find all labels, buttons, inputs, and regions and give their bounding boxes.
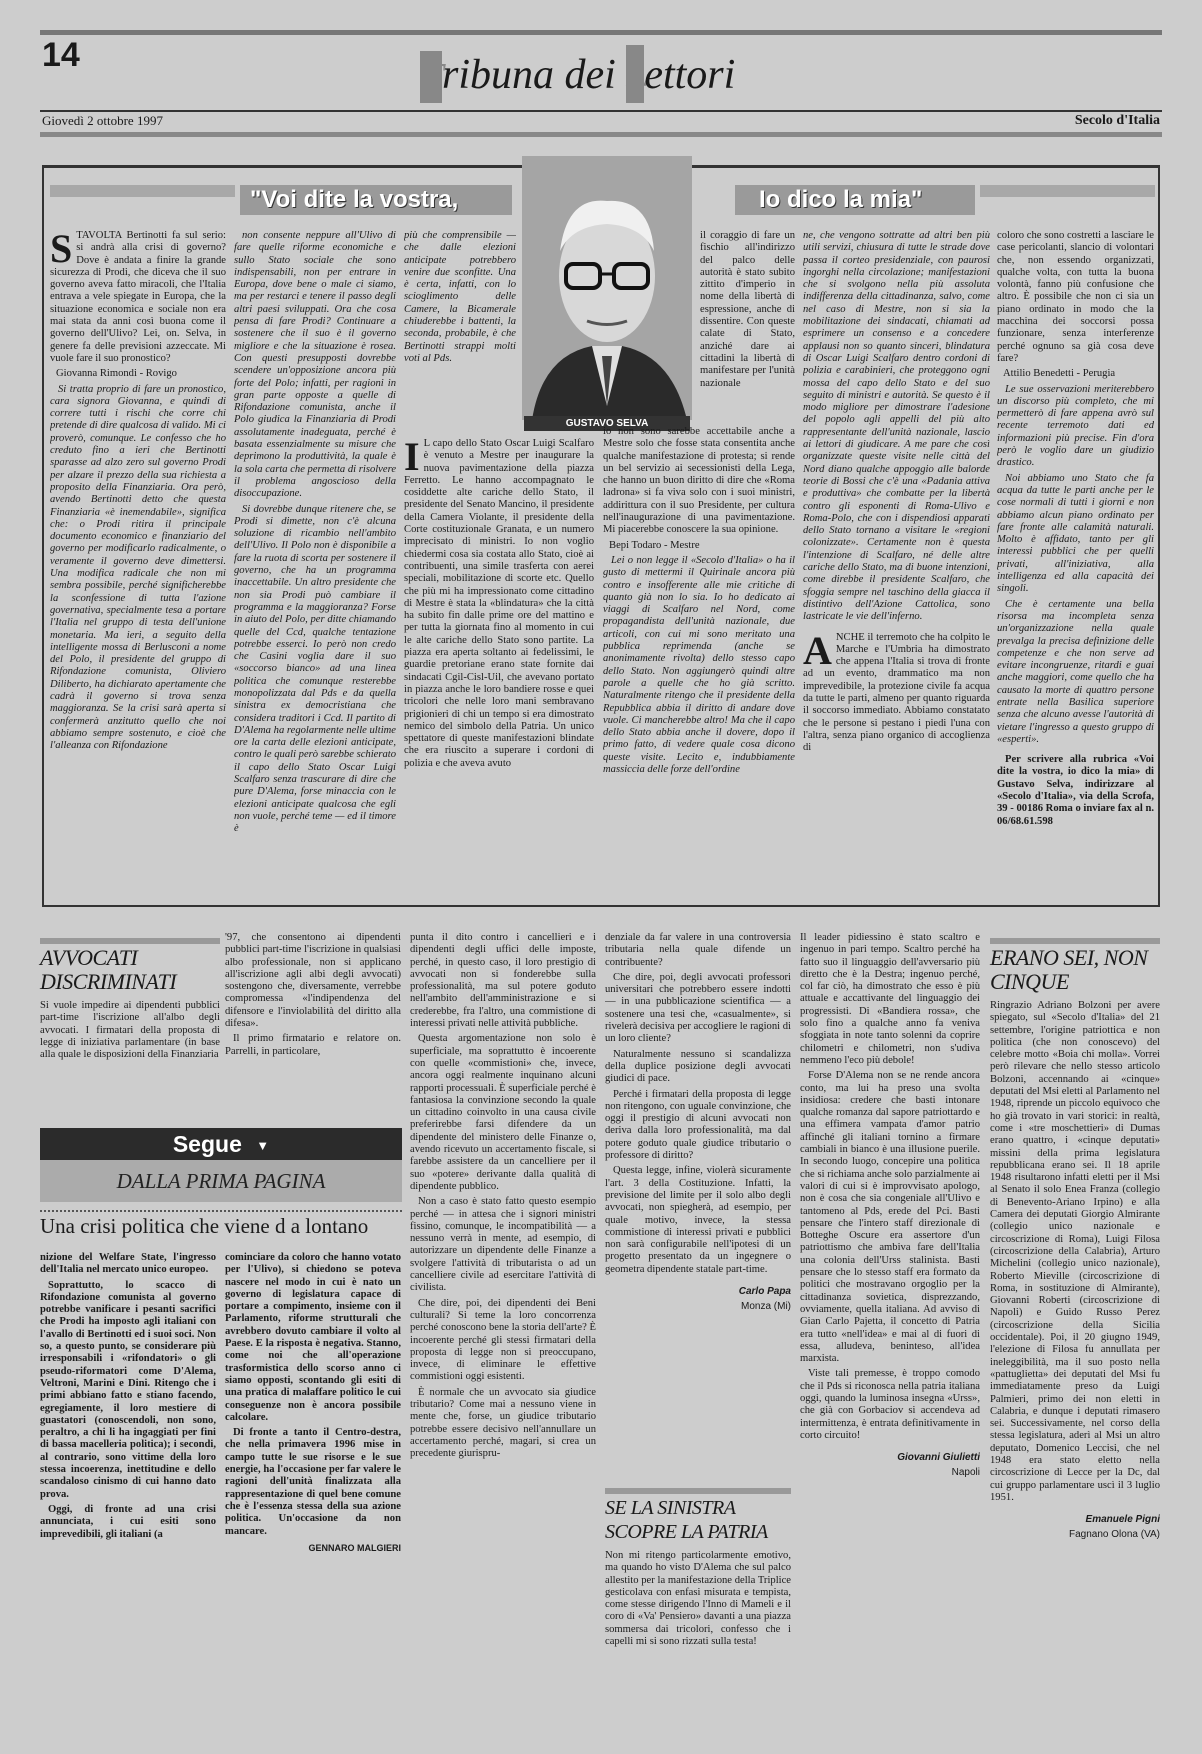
text-column <box>997 230 1154 898</box>
text-column <box>404 438 594 898</box>
text-column <box>605 932 791 1480</box>
article-text: punta il dito contro i cancellieri e i dipendenti degli uffici delle imposte, perché, in questo caso, il loro prestigio di avvocati non si fonderebbe sulla professionalità, ma sul potere goduto nell'ambito dell'amministrazione e si crederebbe, fra l'altro, una commistione di interessi privati nelle attività pubbliche. <box>410 932 596 1030</box>
letter-place: Napoli <box>951 1467 980 1479</box>
reply-text: ne, che vengono sottratte ad altri ben più utili servizi, chiusura di tutte le strade dove passa il corteo presidenziale, con paurosi ingorghi nella circolazione; manifestazioni che si svolgono nella più assoluta indifferenza della cittadinanza, salvo, come nel caso di Mestre, non si sia la mobilitazione dei sindacati, chiamati ad esprimere un consenso e a concedere applausi non so quanto sinceri, blindatura di Oscar Luigi Scalfaro dentro cordoni di polizia e carabinieri, che proteggono ogni mossa del capo dello Stato e del suo seguito di ministri e autorità. Se questo è il modo migliore per dimostrare l'adesione del popolo agli appelli del più alto rappresentante dell'unità nazionale, lascio ai lettori di giudicare. A me pare che così organizzate queste visite nelle città del Nord diano qualche appoggio alle balorde teorie di Bossi che c'è una «Padania attiva e produttiva» che combatte per la libertà contro gli esponenti di Roma-Ulivo e Roma-Polo, che con i dispendiosi apparati dello Stato tornano a visitare le «regioni colonizzate». Certamente non è questa l'intenzione di Scalfaro, né delle altre cariche dello Stato, ma di buone intenzioni, come direbbe il presidente Scalfaro, che sfoggia sempre nel taschino della giacca il distintivo dell'Azione Cattolica, sono lastricate le vie dell'inferno. <box>803 230 990 623</box>
text-column <box>50 230 226 898</box>
reply-text: Le sue osservazioni meriterebbero un discorso più completo, che mi permetterò di fare appena avrò sul recente terremoto dati ed informazioni più precise. Fin d'ora però le voglio dare un giudizio drastico. <box>997 383 1154 469</box>
title-part: ettori <box>644 52 736 98</box>
article-text: Il primo firmatario e relatore on. Parrelli, in particolare, <box>225 1033 401 1057</box>
segue-banner <box>40 1128 402 1160</box>
reply-text: Si dovrebbe dunque ritenere che, se Prodi si dimette, non c'è alcuna soluzione di ricambio nell'ambito dell'Ulivo. Il Polo non è disponibile a fare la ruota di scorta per sostenere il governo, che ha un programma inaccettabile. Un altro presidente che non sia Prodi può cambiare il programma e la maggioranza? Forse in aiuto del Polo, per ditte chiamando quelle del Ccd, qualche tentazione potrebbe esserci. Io però non credo che Casini voglia dare il suo «soccorso bianco» ad una linea politica che comunque resterebbe monopolizzata dal Pds e da quella sinistra ex democristiana che considera traditori i Ccd. Il partito di D'Alema ha regolarmente nelle ultime ore la carta delle elezioni anticipate, contro le quali però sarebbe schierato il capo dello Stato Oscar Luigi Scalfaro senza trascurare di dire che pure D'Alema, forse minaccia con le elezioni anticipate qualcosa che egli non vuole, perché teme — ed il timore è <box>234 503 396 835</box>
page-number: 14 <box>42 36 80 74</box>
letter-signature: Attilio Benedetti - Perugia <box>1003 368 1116 380</box>
letter-author: Emanuele Pigni <box>1085 1514 1160 1526</box>
article-text: cominciare da coloro che hanno votato per l'Ulivo), si chiedono se poteva nascere nel modo in cui è nato un governo di legislatura capace di portare a compimento, insieme con il Parlamento, riforme strutturali che avrebbero dovuto cambiare il volto al Paese. E la risposta è negativa. Stanno, come noi che all'operazione trasformistica dello scorso anno ci siamo opposti, scontando gli esiti di una pratica di malaffare politico le cui conseguenze non è ancora possibile calcolare. <box>225 1252 401 1423</box>
letter-text: coloro che sono costretti a lasciare le case pericolanti, slancio di volontari che, non essendo organizzati, qualche volta, con tutta la buona volontà, fanno più confusione che altro. È possibile che non ci sia un piano ordinato in modo che la macchina dei soccorsi possa funzionare, senza interferenze perché ognuno sa già cosa deve fare? <box>997 230 1154 364</box>
article-text: Questa legge, infine, violerà sicuramente l'art. 3 della Costituzione. Infatti, la previsione del limite per il solo albo degli avvocati, non spiegherà, ad esempio, per quale motivo, invece, la stessa commistione di interessi privati e pubblici non sarà configurabile nell'ipotesi di un progetto presentato da un ingegnere o geometra dipendente statale part-time. <box>605 1165 791 1275</box>
article-text: Che dire, poi, dei dipendenti dei Beni culturali? Si teme la loro concorrenza perché conoscono bene la storia dell'arte? È incoerente perché gli stessi firmatari della proposta di legge non si preoccupano, invece, di eliminare le effettive commistioni oggi esistenti. <box>410 1297 596 1383</box>
article-text: denziale da far valere in una controversia tributaria nella quale difende un contribuente? <box>605 932 791 968</box>
article-text: Forse D'Alema non se ne rende ancora conto, ma lui ha preso una svolta insidiosa: credere che basti intonare qualche romanza dal sapore patriottardo e una effimera vampata d'amor patrio affinché gli italiani tornino a firmare cambiali in bianco è una illusione puerile. In secondo luogo, concepire una politica che si richiama anche solo parzialmente ai valori di cui si è improvvisato apologo, non è cosa che sia congeniale all'Ulivo e tantomeno al Pds, erede del Pci. Basti pensare che l'intero staff direzionale di Botteghe Oscure era assertore d'un patriottismo che ambiva fare dell'Italia una colonia dell'Urss stalinista. Basti pensare che lo stesso staff era formato da politici che mostravano orgoglio per la cittadinanza sovietica, disprezzando, ovviamente, quella italiana. Ad avviso di Gian Carlo Pajetta, il concetto di Patria era tutto «nell'idea» e mai al di fuori di essa, alludeva, beninteso, all'idea marxista. <box>800 1070 980 1365</box>
text-column <box>700 230 795 410</box>
text-column <box>40 1252 216 1737</box>
text-column <box>990 1000 1160 1740</box>
author-photo <box>522 156 692 420</box>
letter-author: Carlo Papa <box>738 1286 791 1298</box>
letter-text: TAVOLTA Bertinotti fa sul serio: si andrà alla crisi di governo? Dove è andata a finire la grande sicurezza di Prodi, che diceva che il suo governo aveva fatto miracoli, che l'Italia entrava a vele spiegate in Europa, che la situazione economica e sociale non era mai stata da anni così buona come il governo dell'Ulivo? Lei, on. Selva, in genere fa delle previsioni azzeccate. Mi vuole fare il suo pronostico? <box>50 230 226 364</box>
letter-text: L capo dello Stato Oscar Luigi Scalfaro è venuto a Mestre per inaugurare la nuova pavimentazione della piazza Ferretto. Le hanno accompagnato le cosiddette alte cariche dello Stato, il presidente del Senato Mancino, il presidente della Camera Violante, il presidente della Corte costituzionale Granata, e un numero imprecisato di ministri. Io non voglio chiedermi cosa sia costata allo Stato, cioè ai contribuenti, una simile trasferta con aerei speciali, mobilitazione di scorte etc. Quello che più mi ha impressionato come cittadino di Mestre è stata la «blindatura» che la città ha subito fin dalle prime ore del mattino e per tutta la giornata fino al momento in cui le alte cariche dello Stato sono partite. La piazza era aperta soltanto ai fedelissimi, le guardie pretoriane erano state fornite dai sindacati Cgil-Cisl-Uil, che avevano portato in piazza anche le loro bandiere rosse e quei tricolori che nelle loro mani sembravano prigionieri di chi un tempo si era dimostrato nemico del simbolo della Patria. Un unico spettatore di queste manifestazioni blindate che era riuscito a superare i cordoni di polizia e che aveva avuto <box>404 438 594 769</box>
contact-info: Per scrivere alla rubrica «Voi dite la vostra, io dico la mia» di Gustavo Selva, indirizzare al «Secolo d'Italia», via della Scrofa, 39 - 00186 Roma o inviare fax al n. 06/68.61.598 <box>997 754 1154 827</box>
article-text: Soprattutto, lo scacco di Rifondazione comunista al governo potrebbe vanificare i pesanti sacrifici che Prodi ha imposto agli italiani con l'avallo di Bertinotti ed i suoi soci. Non so, a questo punto, se considerare più irresponsabili i «rifondatori» o gli pseudo-riformatori come D'Alema, Veltroni, Marini e Dini. Ritengo che i primi abbiano fatto e stiano facendo, egregiamente, il loro mestiere di guastatori (conoscendoli, non sono, peraltro, a chi li ha ingaggiati per fini di bassa macelleria politica); i secondi, al contrario, sono vittime della loro stessa incoerenza, inettitudine e dello scandaloso cinismo di cui hanno dato prova. <box>40 1279 216 1500</box>
letter-text: il coraggio di fare un fischio all'indirizzo del palco delle autorità è stato subito zittito d'imperio in nome della libertà di espressione, anche di dissentire. Con queste calate di Stato, anziché dare ai cittadini la libertà di manifestare per l'unità nazionale <box>700 230 795 389</box>
top-rule <box>40 30 1162 35</box>
article-text: Che dire, poi, degli avvocati professori universitari che potrebbero essere indotti — in una pubblicazione scientifica — a sostenere una tesi che, «casualmente», si rivelerà decisiva per accogliere le ragioni di un loro cliente? <box>605 971 791 1045</box>
section-title <box>420 45 735 103</box>
title-initial-t: T <box>420 51 442 103</box>
issue-date: Giovedì 2 ottobre 1997 <box>42 113 163 128</box>
reply-text: Lei o non legge il «Secolo d'Italia» o ha il gusto di mettermi il Quirinale ancora più contro e insofferente alle mie critiche di quanto già non lo sia. Io ho dedicato ai viaggi di Scalfaro nel Nord, come propagandista dell'unità nazionale, due articoli, con cui mi sono meritato una pubblica reprimenda (anche se anonimamente rivolta) dello stesso capo dello Stato. Non aggiungerò quindi altre parole a quelle che ho già scritto. Naturalmente ritengo che il presidente della Repubblica abbia il diritto di andare dove vuole. Ci mancherebbe altro! Ma che il capo dello Stato abbia anche il dovere, dopo il primo fatto, di vedere quale cosa dicono queste visite. Lecito e, indubbiamente massiccia delle forze dell'ordine <box>603 554 795 776</box>
article-title: ERANO SEI, NON CINQUE <box>990 938 1160 994</box>
reply-text: Si tratta proprio di fare un pronostico, cara signora Giovanna, e quindi di correre tutti i rischi che corre chi pretende di dire qualcosa di valido. Mi ci proverò, comunque. Le confesso che ho creduto fino a ieri che Bertinotti sparasse ad alzo zero sul governo Prodi per alzare il prezzo della sua richiesta a proposito della Finanziaria. Ora però, avendo Bertinotti detto che questa Finanziaria «è inemendabile», significa che: o Prodi ritira il principale documento economico e finanziario del governo per modificarlo radicalmente, o veramente il governo deve dimettersi. Una modifica radicale che non mi sembra possibile, perché significherebbe la sconfessione di tutta l'azione governativa, specialmente tesa a portare l'Italia nel gruppo di testa dell'unione monetaria. Ma ieri, a seguito della intelligente mossa di Berlusconi a nome del Polo, il presidente del gruppo di Rifondazione comunista, Oliviero Diliberto, ha dichiarato apertamente che cadrà il governo si trova senza maggioranza. Se la crisi sarà aperta si confermerà anzitutto quello che noi abbiamo sempre sostenuto, e cioè che l'alleanza con Rifondazione <box>50 383 226 752</box>
drop-cap: S <box>50 230 73 271</box>
text-column <box>605 1550 791 1740</box>
headline-right: Io dico la mia" <box>735 185 975 215</box>
text-column <box>225 1252 401 1737</box>
text-column <box>225 932 401 1070</box>
rule <box>40 132 1162 137</box>
segue-subtitle: DALLA PRIMA PAGINA <box>40 1160 402 1202</box>
headline-bar <box>980 185 1155 197</box>
article-text: Si vuole impedire ai dipendenti pubblici part-time l'iscrizione all'albo degli avvocati. I firmatari della proposta di legge di iniziativa parlamentare (in base alla quale le disposizioni della Finanziaria <box>40 1000 220 1061</box>
article-author: GENNARO MALGIERI <box>308 1542 401 1553</box>
text-column <box>803 230 990 898</box>
headline-left: "Voi dite la vostra, <box>240 185 512 215</box>
text-column <box>234 230 396 898</box>
title-initial-l: L <box>626 45 644 103</box>
article-text: Non mi ritengo particolarmente emotivo, ma quando ho visto D'Alema che sul palco allestito per la manifestazione della Triplice gesticolava con enfasi misurata e tempista, come stesse dirigendo l'Inno di Mameli e il coro di «Va' Pensiero» davanti a una piazza sommersa dai tricolori, confesso che i capelli mi si sono rizzati sulla testa! <box>605 1550 791 1648</box>
reply-text: più che comprensibile — che dalle elezioni anticipate potrebbero venire due sconfitte. Una è certa, infatti, con lo scioglimento delle Camere, la Bicamerale chiuderebbe i battenti, la seconda, probabile, è che Bertinotti strappi molti voti al Pds. <box>404 230 516 364</box>
article-text: '97, che consentono ai dipendenti pubblici part-time l'iscrizione in qualsiasi albo professionale, non si applicano all'iscrizione agli albi degli avvocati) sostengono che, diversamente, verrebbe compromessa «l'indipendenza del difensore e l'inviolabilità del diritto alla difesa». <box>225 932 401 1030</box>
title-part: ribuna dei <box>442 52 627 98</box>
text-column <box>40 1000 220 1070</box>
text-column <box>800 932 980 1740</box>
rule <box>40 110 1162 112</box>
article-text: Questa argomentazione non solo è superficiale, ma soprattutto è incoerente con quelle «commistioni» che, invece, ancora oggi realmente inquinano alcuni rapporti processuali. È superficiale perché è fantasiosa la convinzione secondo la quale un cittadino coinvolto in una causa civile preferirebbe farsi difendere da un dipendente del ministero delle Finanze o, avendo ricevuto un accertamento fiscale, si farebbe assistere da un cancelliere per il suo «potere» derivante dalla qualità di dipendente pubblico. <box>410 1033 596 1192</box>
letter-place: Monza (Mi) <box>740 1301 791 1313</box>
arrow-down-icon: ▼ <box>256 1137 270 1153</box>
article-text: Ringrazio Adriano Bolzoni per avere spiegato, sul «Secolo d'Italia» del 21 settembre, l'origine patriottica e non politica (che non conoscevo) del celebre motto «Boia chi molla». Vorrei però rilevare che nello stesso articolo Bolzoni, accennando ai «cinque» deputati del Msi eletti al Parlamento nel 1948, riprende un piccolo equivoco che ho già trovato in vari storici: in realtà, come i «tre moschettieri» di Dumas erano quattro, i «cinque deputati» missini della prima legislatura repubblicana erano sei. Il 18 aprile 1948 risultarono infatti eletti per il Msi al Senato il solo Enea Franza (collegio di Benevento-Ariano Irpino) e alla Camera dei deputati Giorgio Almirante (collegio unico nazionale e circoscrizione di Roma), Luigi Filosa (circoscrizione della Calabria), Arturo Michelini (collegio unico nazionale), Roberto Mieville (circoscrizione di Roma, in sostituzione di Almirante), Giovanni Roberti (circoscrizione di Napoli) e Guido Russo Perez (circoscrizione della Sicilia occidentale). Poi, il 20 giugno 1949, l'elezione di Filosa fu annullata per ineleggibilità, ma il suo posto nella «pattuglietta» dei deputati del Msi fu immediatamente preso da Luigi Palmieri, primo dei non eletti in Calabria, e dunque i deputati rimasero sei. Successivamente, nel corso della stessa legislatura, aderì al Msi un altro deputato, Domenico Leccisi, che nel 1948 era stato eletto nella circoscrizione di Lecce per la Dc, dal cui gruppo parlamentare uscì il 3 luglio 1951. <box>990 1000 1160 1503</box>
article-title: AVVOCATI DISCRIMINATI <box>40 938 220 994</box>
rule <box>40 1210 402 1212</box>
drop-cap: A <box>803 627 832 673</box>
text-column <box>410 932 596 1740</box>
letter-signature: Bepi Todaro - Mestre <box>609 539 700 551</box>
article-text: Oggi, di fronte ad una crisi annunciata, i cui esiti sono imprevedibili, gli italiani (a <box>40 1503 216 1540</box>
segue-label: Segue <box>172 1131 242 1157</box>
letter-place: Fagnano Olona (VA) <box>1069 1529 1160 1541</box>
masthead: Secolo d'Italia <box>1074 113 1160 128</box>
segue-headline: Una crisi politica che viene d a lontano <box>40 1214 369 1238</box>
letter-signature: Giovanna Rimondi - Rovigo <box>56 368 177 380</box>
article-text: Il leader pidiessino è stato scaltro e ingenuo in pari tempo. Scaltro perché ha fatto suo il linguaggio dell'avversario più diretto che è la Destra; ingenuo perché, col far ciò, ha dimostrato che esso è più attuale e accattivante del linguaggio dei progressisti. Di «Bandiera rossa», che solo fino a qualche anno fa veniva sfoggiata in note tanto solenni da coprire chilometri e chilometri, non s'udiva nemmeno l'eco più debole! <box>800 932 980 1066</box>
text-column <box>404 230 516 410</box>
article-text: Perché i firmatari della proposta di legge non ritengono, con uguale convinzione, che oggi il prestigio di alcuni avvocati non deriva dalla loro professionalità, ma dal potere goduto quale giudice tributario o professore di diritto? <box>605 1088 791 1162</box>
reply-text: non consente neppure all'Ulivo di fare quelle riforme economiche e sullo Stato sociale che sono indispensabili, non per entrare in Europa, dove bene o male ci siamo, ma per restarci e tenere il passo degli altri paesi sviluppati. Ora che cosa pensa di fare Prodi? Continuare a sostenere che il suo è il governo migliore e che la situazione è rosea. Con questi presupposti dovrebbe scendere un'opposizione ancora più forte del Polo; infatti, per ragioni in gran parte opposte a quelle di Rifondazione comunista, anche il Polo giudica la Finanziaria di Prodi assolutamente inadeguata, perché è basata essenzialmente su misure che deprimono la produttività, la quale è la sola carta che permetta di risolvere il problema angoscioso della disoccupazione. <box>234 230 396 500</box>
article-text: È normale che un avvocato sia giudice tributario? Come mai a nessuno viene in mente che, forse, un giudice tributario potrebbe essere decisivo nell'annullare un accertamento perché, magari, si crea un precedente giurispru- <box>410 1386 596 1460</box>
article-text: Naturalmente nessuno si scandalizza della duplice posizione degli avvocati giudici di pace. <box>605 1048 791 1085</box>
text-column <box>603 426 795 898</box>
article-text: nizione del Welfare State, l'ingresso dell'Italia nel mercato unico europeo. <box>40 1252 216 1276</box>
article-title: SE LA SINISTRA SCOPRE LA PATRIA <box>605 1488 791 1544</box>
reply-text: Noi abbiamo uno Stato che fa acqua da tutte le parti anche per le cose normali di tutti i giorni e non abbiamo alcun piano ordinato per fare fronte alle calamità naturali. Molto è affidato, tanto per gli interessi pubblici che per quelli privati, all'iniziativa, alla intelligenza ed alla capacità dei singoli. <box>997 472 1154 595</box>
article-text: Non a caso è stato fatto questo esempio perché — in attesa che i signori ministri fissino, comunque, le incompatibilità — a nessuno verrà in mente, ad esempio, di autorizzare un dipendente delle Finanze a svolgere l'attività di tributarista o ad un cancelliere civile ad esercitare l'attività di civilista. <box>410 1196 596 1294</box>
headline-bar <box>50 185 235 197</box>
drop-cap: I <box>404 438 420 479</box>
letter-text: NCHE il terremoto che ha colpito le Marche e l'Umbria ha dimostrato che appena l'Italia si trova di fronte ad un evento, drammatico ma non imprevedibile, la protezione civile fa acqua da tutte le parti, almeno per quanto riguarda il soccorso immediato. Abbiamo constatato che le persone si pestano i piedi l'una con l'altra, senza piano organico di accoglienza di <box>803 631 990 754</box>
article-text: Di fronte a tanto il Centro-destra, che nella primavera 1996 mise in campo tutte le sue risorse e le sue energie, ha l'occasione per far valere le ragioni dell'unità finalizzata alla rappresentazione di quel bene comune che è l'essenza stessa della sua azione politica. Un'occasione da non mancare. <box>225 1427 401 1537</box>
photo-caption: GUSTAVO SELVA <box>524 416 690 431</box>
letter-author: Giovanni Giulietti <box>897 1452 980 1464</box>
article-text: Viste tali premesse, è troppo comodo che il Pds si riconosca nella patria italiana oggi, quando la luminosa insegna «Urss», che già con Gorbaciov si accendeva ad intermittenza, è entrata definitivamente in corto circuito! <box>800 1368 980 1441</box>
letter-text: io non sono sarebbe accettabile anche a Mestre solo che fosse stata consentita anche qualche manifestazione di protesta; si rende un bel servizio ai secessionisti della Lega, che hanno un buon diritto di dire che «Roma ladrona» si fa viva solo con i suoi ministri, addirittura con il suo Presidente, per cultura nell'inaugurazione di una pavimentazione. Mi piacerebbe conoscere la sua opinione. <box>603 426 795 536</box>
reply-text: Che è certamente una bella risorsa ma incompleta senza un'organizzazione nella quale prevalga la precisa definizione delle competenze e che non serve ad evitare incongruenze, ritardi e guai anche maggiori, come quello che ha causato la morte di quattro persone entrate nella Basilica superiore senza che alcuno avesse l'autorità di vietare l'ingresso a questo gruppo di «esperti». <box>997 598 1154 745</box>
